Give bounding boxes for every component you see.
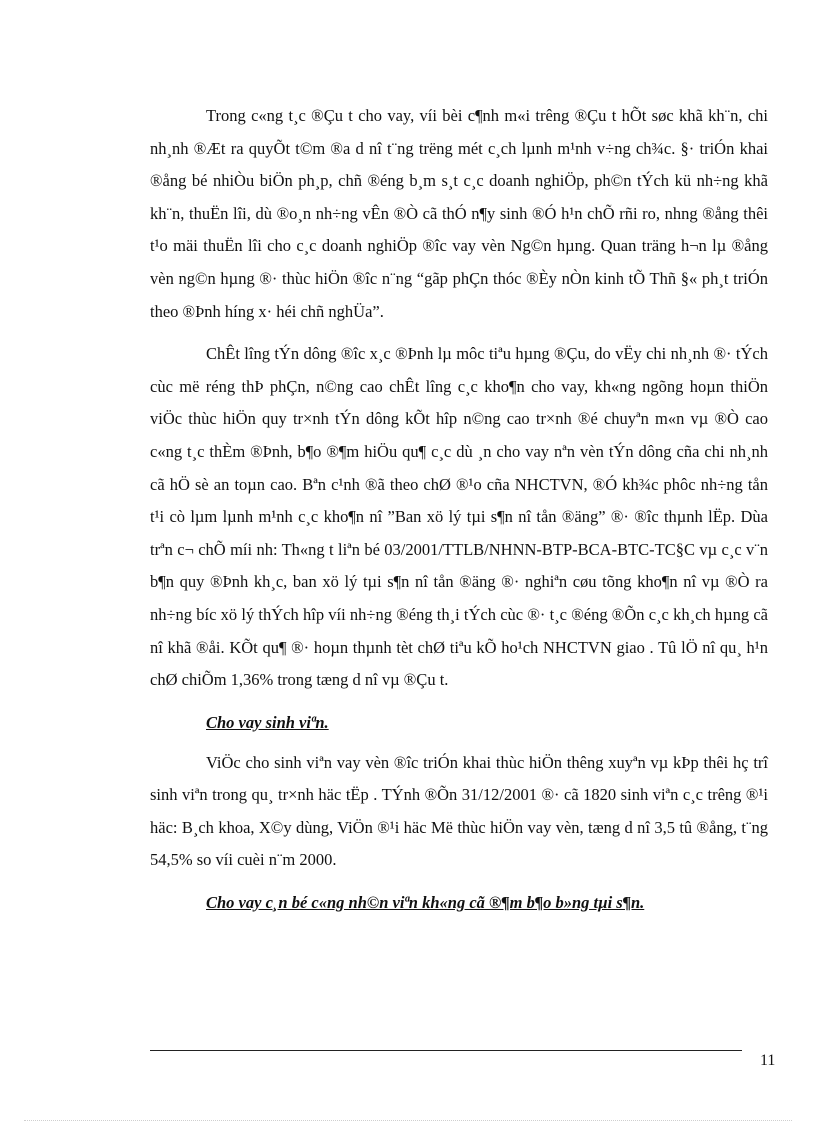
page-number: 11 (760, 1052, 776, 1069)
footer-rule (150, 1050, 742, 1051)
paragraph-student-loans: ViÖc cho sinh viªn vay vèn ®îc triÓn khai thùc hiÖn thêng xuyªn vµ kÞp thêi hç trî sinh viªn trong qu¸ tr×nh häc tËp . TÝnh ®Õn 31/12/2001 ®· cã 1820 sinh viªn c¸c trêng ®¹i häc: B¸ch khoa, X©y dùng, ViÖn ®¹i häc Më thùc hiÖn vay vèn, tæng d nî 3,5 tû ®ång, t¨ng 54,5% so víi cuèi n¨m 2000. (150, 752, 768, 870)
heading-student-loans: Cho vay sinh viªn. (206, 712, 329, 732)
page-bottom-border (24, 1120, 792, 1121)
page-content (150, 100, 768, 927)
paragraph-lending-overview: Trong c«ng t¸c ®Çu t cho vay, víi bèi c¶nh m«i trêng ®Çu t hÕt søc khã kh¨n, chi nh¸nh ®Æt ra quyÕt t©m ®a d nî t¨ng trëng mét c¸ch lµnh m¹nh v÷ng ch¾c. §· triÓn khai ®ång bé nhiÒu biÖn ph¸p, chñ ®éng b¸m s¸t c¸c doanh nghiÖp, ph©n tÝch kü nh÷ng khã kh¨n, thuËn lîi, dù ®o¸n nh÷ng vÊn ®Ò cã thÓ n¶y sinh ®Ó h¹n chÕ rñi ro, nhng ®ång thêi t¹o mäi thuËn lîi cho c¸c doanh nghiÖp ®îc vay vèn Ng©n hµng. Quan träng h¬n lµ ®ång vèn ng©n hµng ®· thùc hiÖn ®îc n¨ng “gãp phÇn thóc ®Èy nÒn kinh tÕ Thñ §« ph¸t triÓn theo ®Þnh híng x· héi chñ nghÜa”. (150, 106, 768, 321)
paragraph-credit-quality: ChÊt lîng tÝn dông ®îc x¸c ®Þnh lµ môc tiªu hµng ®Çu, do vËy chi nh¸nh ®· tÝch cùc më réng thÞ phÇn, n©ng cao chÊt lîng c¸c kho¶n cho vay, kh«ng ngõng hoµn thiÖn viÖc thùc hiÖn quy tr×nh tÝn dông kÕt hîp n©ng cao tr×nh ®é chuyªn m«n vµ ®Ò cao c«ng t¸c thÈm ®Þnh, b¶o ®¶m hiÖu qu¶ c¸c dù ¸n cho vay nªn vèn tÝn dông cña chi nh¸nh cã hÖ sè an toµn cao. Bªn c¹nh ®ã theo chØ ®¹o cña NHCTVN, ®Ó kh¾c phôc nh÷ng tån t¹i cò lµm lµnh m¹nh c¸c kho¶n nî ”Ban xö lý tµi s¶n nî tån ®äng” ®· ®îc thµnh lËp. Dùa trªn c¬ chÕ míi nh: Th«ng t liªn bé 03/2001/TTLB/NHNN-BTP-BCA-BTC-TC§C vµ c¸c v¨n b¶n quy ®Þnh kh¸c, ban xö lý tµi s¶n nî tån ®äng ®· nghiªn cøu tõng kho¶n nî vµ ®Ò ra nh÷ng bíc xö lý thÝch hîp víi nh÷ng ®éng th¸i tÝch cùc ®· t¸c ®éng ®Õn c¸c kh¸ch hµng cã nî khã ®åi. KÕt qu¶ ®· hoµn thµnh tèt chØ tiªu kÕ ho¹ch NHCTVN giao . Tû lÖ nî qu¸ h¹n chØ chiÕm 1,36% trong tæng d nî vµ ®Çu t. (150, 344, 768, 690)
heading-staff-unsecured-loans: Cho vay c¸n bé c«ng nh©n viªn kh«ng cã ®¶m b¶o b»ng tµi s¶n. (206, 893, 645, 913)
